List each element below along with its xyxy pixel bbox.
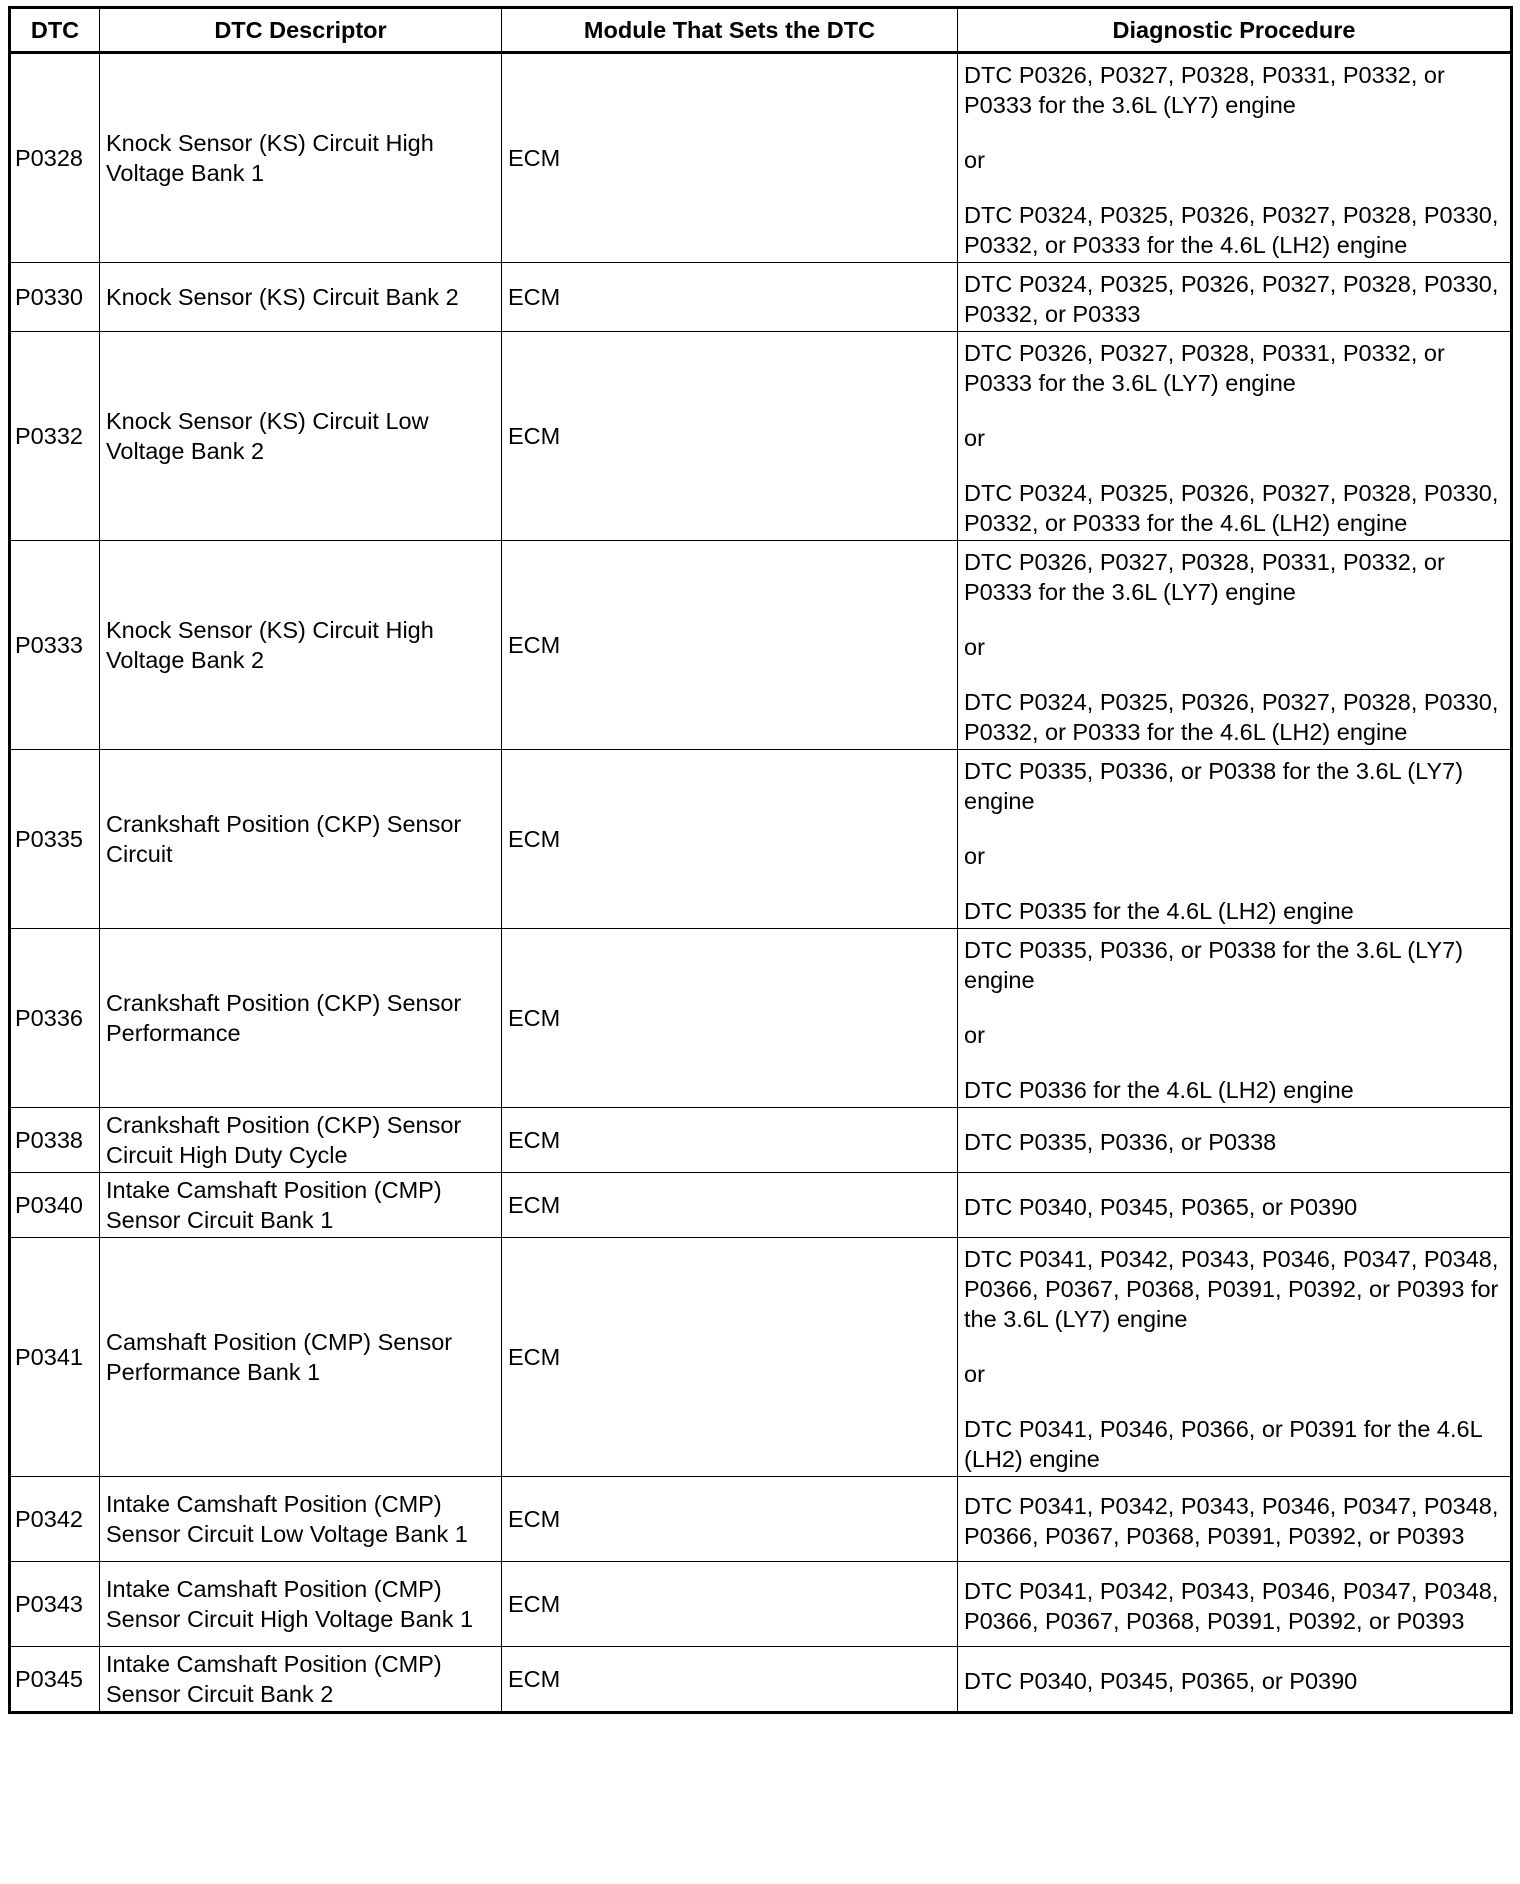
- module: ECM: [502, 1238, 958, 1477]
- procedure-text: DTC P0326, P0327, P0328, P0331, P0332, or P0333 for the 3.6L (LY7) engine: [964, 549, 1445, 605]
- module: ECM: [502, 1173, 958, 1238]
- module: ECM: [502, 263, 958, 332]
- dtc-code: P0328: [10, 53, 100, 263]
- dtc-descriptor: Knock Sensor (KS) Circuit Bank 2: [100, 263, 502, 332]
- dtc-descriptor: Knock Sensor (KS) Circuit Low Voltage Bank 2: [100, 332, 502, 541]
- module: ECM: [502, 1477, 958, 1562]
- diagnostic-procedure: [958, 332, 1512, 541]
- diagnostic-procedure: [958, 1647, 1512, 1713]
- procedure-text: DTC P0326, P0327, P0328, P0331, P0332, or P0333 for the 3.6L (LY7) engine: [964, 340, 1445, 396]
- procedure-text: DTC P0336 for the 4.6L (LH2) engine: [964, 1077, 1354, 1103]
- dtc-table: [8, 6, 1513, 1714]
- procedure-text: DTC P0324, P0325, P0326, P0327, P0328, P0330, P0332, or P0333 for the 4.6L (LH2) engine: [964, 480, 1499, 536]
- procedure-text: DTC P0324, P0325, P0326, P0327, P0328, P0330, P0332, or P0333 for the 4.6L (LH2) engine: [964, 202, 1499, 258]
- procedure-or: or: [964, 1022, 985, 1048]
- procedure-text: DTC P0324, P0325, P0326, P0327, P0328, P0330, P0332, or P0333: [964, 271, 1499, 327]
- procedure-text: DTC P0340, P0345, P0365, or P0390: [964, 1668, 1358, 1694]
- procedure-or: or: [964, 425, 985, 451]
- table-row: [10, 263, 1512, 332]
- table-row: [10, 1477, 1512, 1562]
- procedure-text: DTC P0335 for the 4.6L (LH2) engine: [964, 898, 1354, 924]
- dtc-descriptor: Crankshaft Position (CKP) Sensor Circuit: [100, 750, 502, 929]
- procedure-text: DTC P0341, P0342, P0343, P0346, P0347, P0348, P0366, P0367, P0368, P0391, P0392, or P0393: [964, 1578, 1499, 1634]
- dtc-code: P0338: [10, 1108, 100, 1173]
- dtc-descriptor: Intake Camshaft Position (CMP) Sensor Circuit Low Voltage Bank 1: [100, 1477, 502, 1562]
- module: ECM: [502, 53, 958, 263]
- header-diagnostic-procedure: Diagnostic Procedure: [958, 8, 1512, 53]
- header-row: [10, 8, 1512, 53]
- procedure-text: DTC P0335, P0336, or P0338 for the 3.6L (LY7) engine: [964, 758, 1464, 814]
- dtc-code: P0336: [10, 929, 100, 1108]
- diagnostic-procedure: [958, 263, 1512, 332]
- dtc-code: P0342: [10, 1477, 100, 1562]
- diagnostic-procedure: [958, 1173, 1512, 1238]
- dtc-descriptor: Intake Camshaft Position (CMP) Sensor Circuit Bank 1: [100, 1173, 502, 1238]
- module: ECM: [502, 332, 958, 541]
- module: ECM: [502, 750, 958, 929]
- module: ECM: [502, 1562, 958, 1647]
- dtc-descriptor: Camshaft Position (CMP) Sensor Performance Bank 1: [100, 1238, 502, 1477]
- dtc-code: P0341: [10, 1238, 100, 1477]
- procedure-text: DTC P0326, P0327, P0328, P0331, P0332, or P0333 for the 3.6L (LY7) engine: [964, 62, 1445, 118]
- table-row: [10, 929, 1512, 1108]
- procedure-text: DTC P0335, P0336, or P0338 for the 3.6L (LY7) engine: [964, 937, 1464, 993]
- procedure-text: DTC P0335, P0336, or P0338: [964, 1129, 1277, 1155]
- procedure-text: DTC P0324, P0325, P0326, P0327, P0328, P0330, P0332, or P0333 for the 4.6L (LH2) engine: [964, 689, 1499, 745]
- header-dtc: DTC: [10, 8, 100, 53]
- table-body: [10, 53, 1512, 1713]
- module: ECM: [502, 1647, 958, 1713]
- procedure-or: or: [964, 147, 985, 173]
- dtc-descriptor: Knock Sensor (KS) Circuit High Voltage Bank 2: [100, 541, 502, 750]
- dtc-code: P0333: [10, 541, 100, 750]
- procedure-or: or: [964, 1361, 985, 1387]
- dtc-code: P0340: [10, 1173, 100, 1238]
- dtc-descriptor: Intake Camshaft Position (CMP) Sensor Circuit High Voltage Bank 1: [100, 1562, 502, 1647]
- procedure-text: DTC P0341, P0346, P0366, or P0391 for the 4.6L (LH2) engine: [964, 1416, 1482, 1472]
- table-row: [10, 541, 1512, 750]
- diagnostic-procedure: [958, 1108, 1512, 1173]
- module: ECM: [502, 929, 958, 1108]
- dtc-code: P0345: [10, 1647, 100, 1713]
- dtc-descriptor: Crankshaft Position (CKP) Sensor Performance: [100, 929, 502, 1108]
- table-row: [10, 1108, 1512, 1173]
- dtc-code: P0330: [10, 263, 100, 332]
- procedure-or: or: [964, 634, 985, 660]
- table-row: [10, 1238, 1512, 1477]
- table-row: [10, 53, 1512, 263]
- diagnostic-procedure: [958, 1562, 1512, 1647]
- diagnostic-procedure: [958, 1477, 1512, 1562]
- table-row: [10, 1173, 1512, 1238]
- procedure-text: DTC P0341, P0342, P0343, P0346, P0347, P0348, P0366, P0367, P0368, P0391, P0392, or P0393 for the 3.6L (LY7) engine: [964, 1246, 1499, 1332]
- diagnostic-procedure: [958, 929, 1512, 1108]
- dtc-code: P0343: [10, 1562, 100, 1647]
- diagnostic-procedure: [958, 53, 1512, 263]
- dtc-descriptor: Crankshaft Position (CKP) Sensor Circuit High Duty Cycle: [100, 1108, 502, 1173]
- module: ECM: [502, 541, 958, 750]
- procedure-text: DTC P0340, P0345, P0365, or P0390: [964, 1194, 1358, 1220]
- diagnostic-procedure: [958, 1238, 1512, 1477]
- table-row: [10, 1647, 1512, 1713]
- table-header: [10, 8, 1512, 53]
- dtc-descriptor: Knock Sensor (KS) Circuit High Voltage Bank 1: [100, 53, 502, 263]
- procedure-text: DTC P0341, P0342, P0343, P0346, P0347, P0348, P0366, P0367, P0368, P0391, P0392, or P0393: [964, 1493, 1499, 1549]
- table-row: [10, 1562, 1512, 1647]
- table-row: [10, 750, 1512, 929]
- header-module: Module That Sets the DTC: [502, 8, 958, 53]
- dtc-code: P0335: [10, 750, 100, 929]
- header-dtc-descriptor: DTC Descriptor: [100, 8, 502, 53]
- diagnostic-procedure: [958, 541, 1512, 750]
- diagnostic-procedure: [958, 750, 1512, 929]
- table-row: [10, 332, 1512, 541]
- dtc-descriptor: Intake Camshaft Position (CMP) Sensor Circuit Bank 2: [100, 1647, 502, 1713]
- dtc-code: P0332: [10, 332, 100, 541]
- module: ECM: [502, 1108, 958, 1173]
- procedure-or: or: [964, 843, 985, 869]
